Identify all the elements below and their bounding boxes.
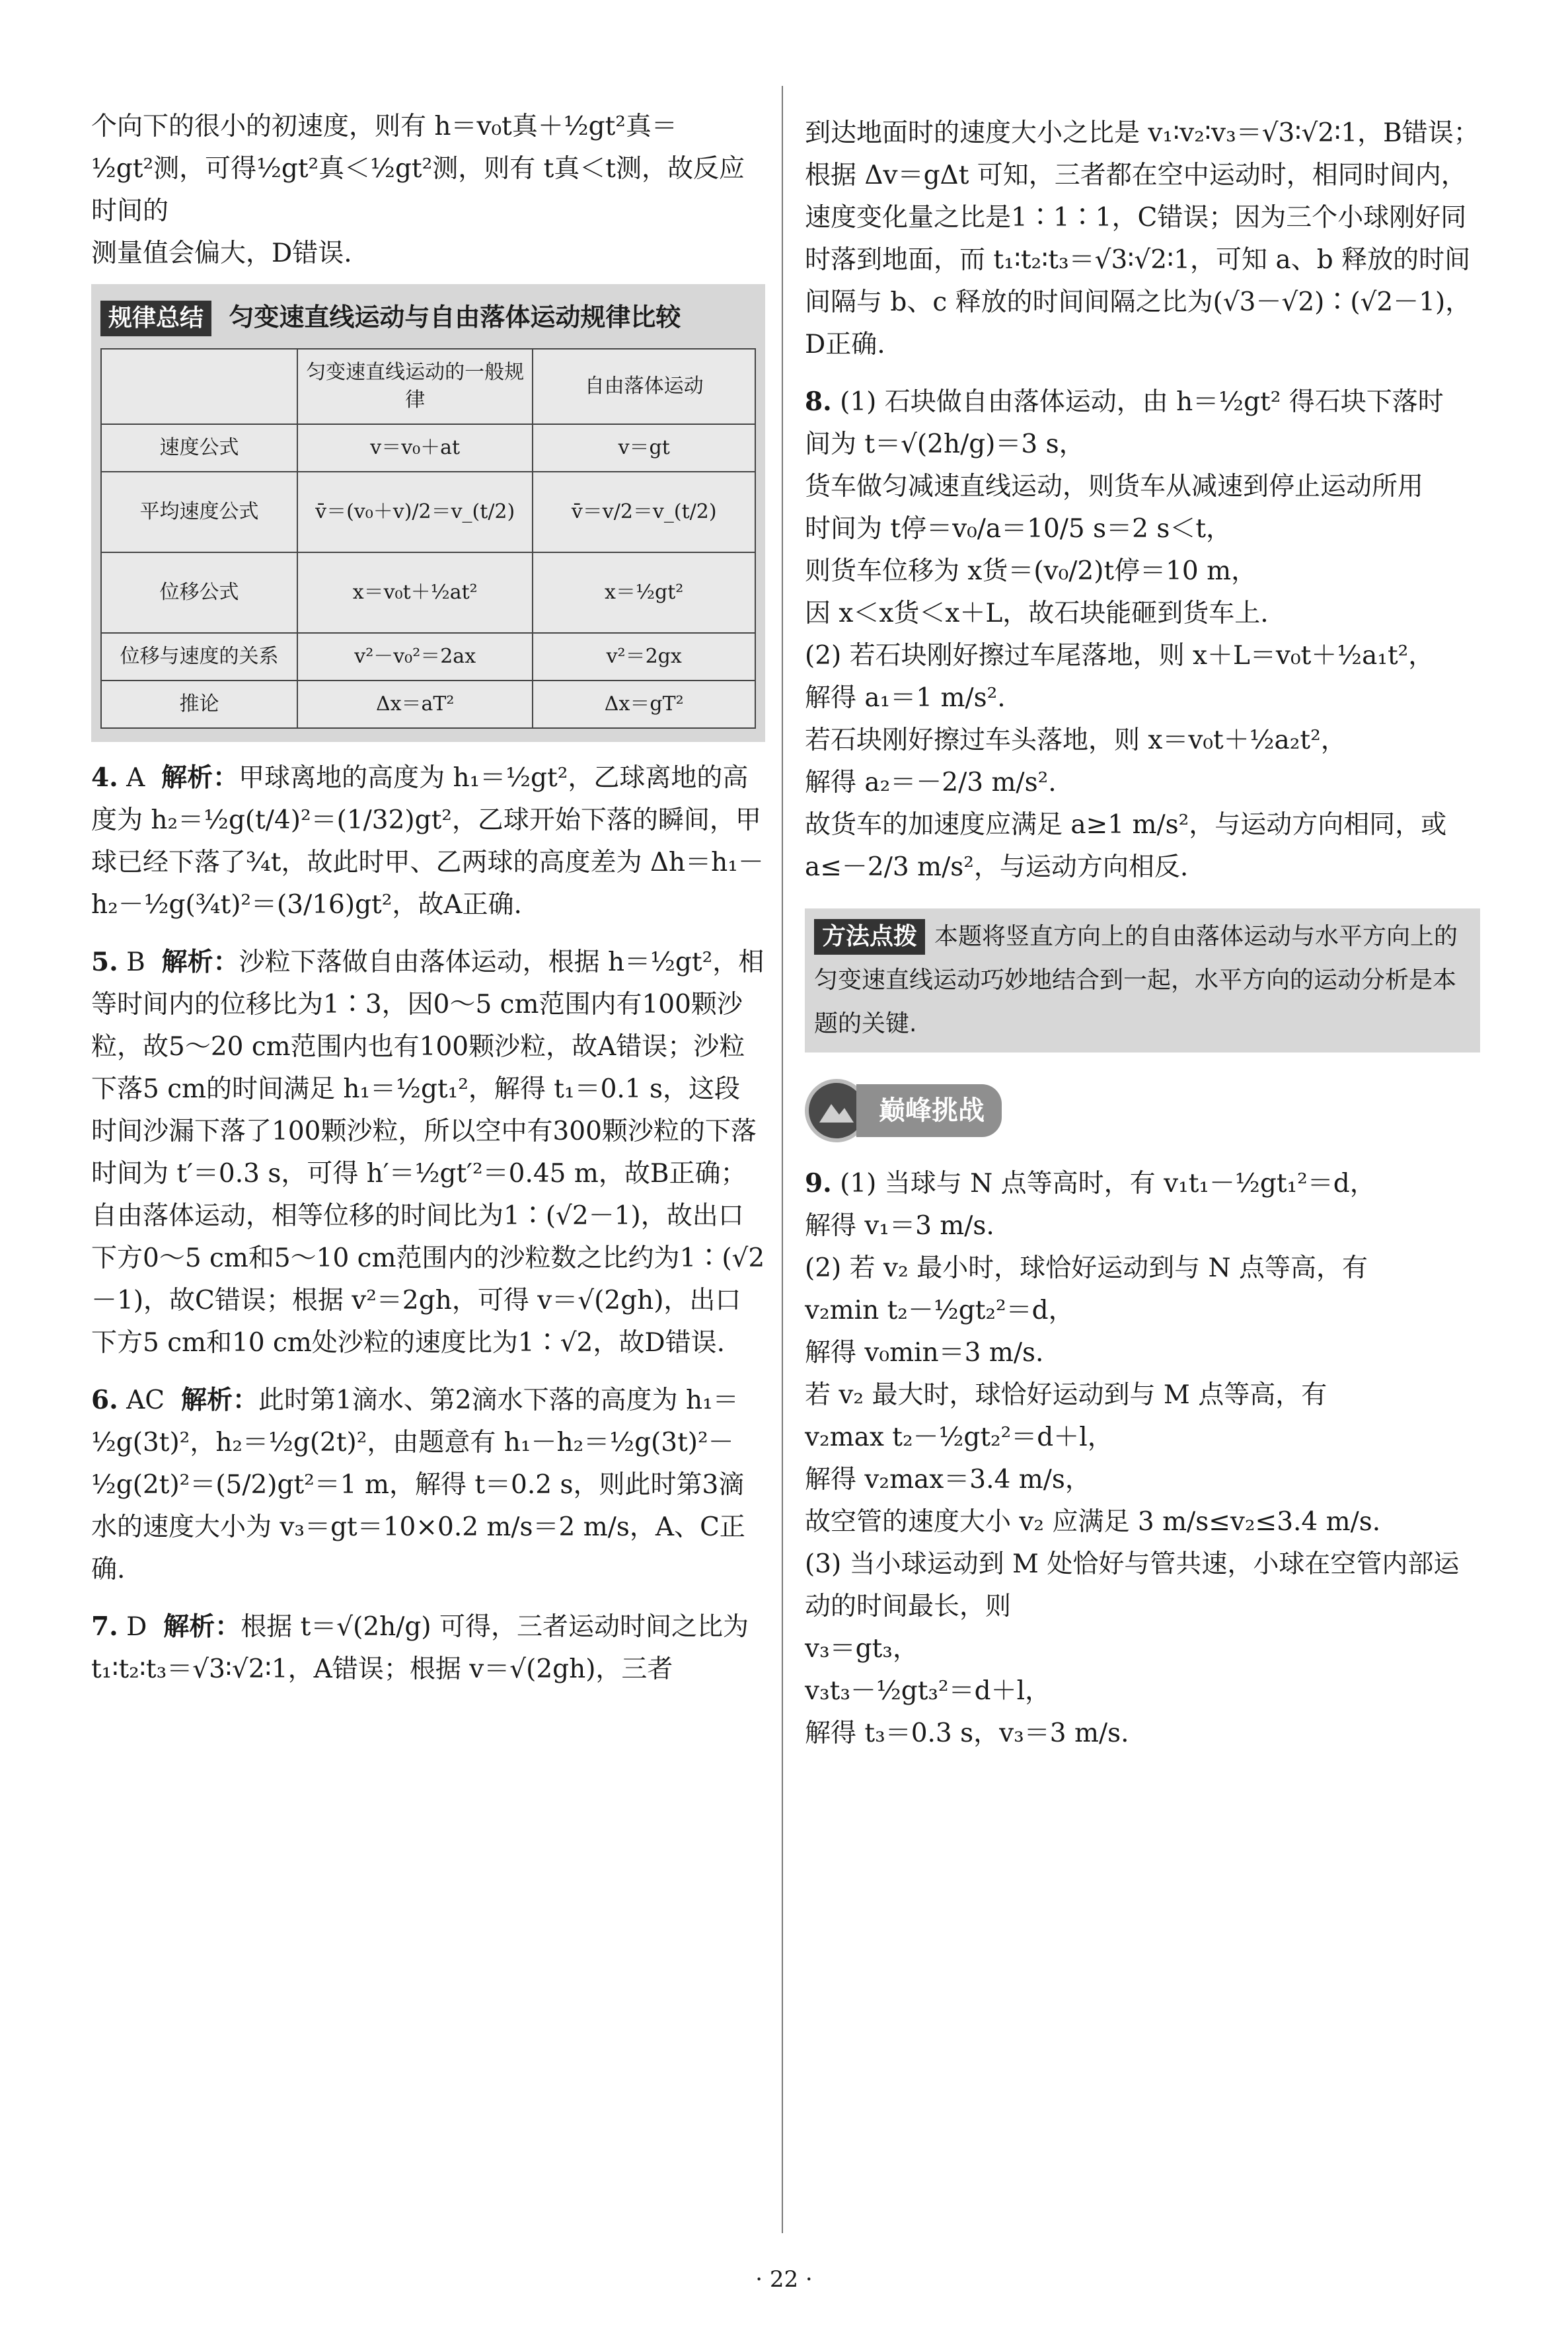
q7-number: 7.: [91, 1611, 118, 1642]
intro-line-1: 个向下的很小的初速度，则有 h＝v₀t真＋½gt²真＝: [91, 112, 677, 141]
q7-continued: 到达地面时的速度大小之比是 v₁∶v₂∶v₃＝√3∶√2∶1，B错误；根据 Δv＝gΔt 可知，三者都在空中运动时，相同时间内，速度变化量之比是1∶1∶1，C错误；因为三个小球刚好同时落到地面，而 t₁∶t₂∶t₃＝√3∶√2∶1，可知 a、b 释放的时间间隔与 b、c 释放的时间间隔之比为(√3－√2)∶(√2－1)，D正确.: [805, 118, 1479, 359]
summary-title: 匀变速直线运动与自由落体运动规律比较: [229, 303, 681, 332]
table-cell: v＝gt: [533, 424, 755, 472]
table-cell: 平均速度公式: [101, 472, 297, 552]
method-note: [805, 908, 1480, 1052]
table-row: [101, 472, 755, 552]
table-cell: Δx＝gT²: [533, 681, 755, 728]
intro-line-2: ½gt²测，可得½gt²真＜½gt²测，则有 t真＜t测，故反应时间的: [91, 154, 745, 226]
left-column: [91, 106, 765, 1691]
q8-line: (2) 若石块刚好擦过车尾落地，则 x＋L＝v₀t＋½a₁t²，: [805, 641, 1435, 671]
table-cell: x＝½gt²: [533, 552, 755, 633]
table-cell: v²－v₀²＝2ax: [297, 633, 533, 681]
summary-tag: 规律总结: [100, 301, 211, 336]
table-header-cell: 匀变速直线运动的一般规律: [297, 349, 533, 424]
table-cell: 位移公式: [101, 552, 297, 633]
q8-line: 因 x＜x货＜x＋L，故石块能砸到货车上.: [805, 599, 1269, 628]
column-divider: [782, 86, 783, 2233]
q8-line: 则货车位移为 x货＝(v₀/2)t停＝10 m，: [805, 556, 1257, 586]
table-cell: v²＝2gx: [533, 633, 755, 681]
q6-answer: AC: [126, 1385, 165, 1415]
q5-answer: B: [126, 947, 145, 977]
table-header-cell: 自由落体运动: [533, 349, 755, 424]
q8-line: 解得 a₂＝－2/3 m/s².: [805, 768, 1057, 797]
q8-line: 故货车的加速度应满足 a≥1 m/s²，与运动方向相同，或: [805, 810, 1447, 840]
q8-line: 解得 a₁＝1 m/s².: [805, 683, 1006, 713]
question-6: [91, 1379, 765, 1591]
q8-line: 货车做匀减速直线运动，则货车从减速到停止运动所用: [805, 472, 1424, 501]
right-column: [805, 112, 1480, 1755]
q9-line: (3) 当小球运动到 M 处恰好与管共速，小球在空管内部运动的时间最长，则: [805, 1549, 1460, 1621]
q8-line: 间为 t＝√(2h/g)＝3 s，: [805, 429, 1085, 459]
table-cell: 推论: [101, 681, 297, 728]
intro-line-3: 测量值会偏大，D错误.: [91, 239, 352, 268]
q8-line: a≤－2/3 m/s²，与运动方向相反.: [805, 852, 1189, 882]
q9-line: v₂min t₂－½gt₂²＝d，: [805, 1296, 1074, 1325]
table-cell: 速度公式: [101, 424, 297, 472]
table-header-cell: [101, 349, 297, 424]
table-cell: v＝v₀＋at: [297, 424, 533, 472]
peak-challenge-label: 巅峰挑战: [856, 1084, 1002, 1137]
table-row: [101, 552, 755, 633]
q5-label: 解析：: [161, 947, 239, 977]
q5-number: 5.: [91, 947, 118, 977]
q9-line: 故空管的速度大小 v₂ 应满足 3 m/s≤v₂≤3.4 m/s.: [805, 1507, 1381, 1537]
q4-answer: A: [126, 763, 145, 793]
q6-text: 此时第1滴水、第2滴水下落的高度为 h₁＝½g(3t)²，h₂＝½g(2t)²，由题意有 h₁－h₂＝½g(3t)²－½g(2t)²＝(5/2)gt²＝1 m，解得 t＝0.2 s，则此时第3滴水的速度大小为 v₃＝gt＝10×0.2 m/s＝2 m/s，A、C正确.: [91, 1385, 745, 1584]
table-cell: v̄＝(v₀＋v)/2＝v_(t/2): [297, 472, 533, 552]
q5-text: 沙粒下落做自由落体运动，根据 h＝½gt²，相等时间内的位移比为1∶3，因0～5 cm范围内有100颗沙粒，故5～20 cm范围内也有100颗沙粒，故A错误；沙粒下落5 cm的时间满足 h₁＝½gt₁²，解得 t₁＝0.1 s，这段时间沙漏下落了100颗沙粒，所以空中有300颗沙粒的下落时间为 t′＝0.3 s，可得 h′＝½gt′²＝0.45 m，故B正确；自由落体运动，相等位移的时间比为1∶(√2－1)，故出口下方0～5 cm和5～10 cm范围内的沙粒数之比约为1∶(√2－1)，故C错误；根据 v²＝2gh，可得 v＝√(2gh)，出口下方5 cm和10 cm处沙粒的速度比为1∶√2，故D错误.: [91, 947, 765, 1358]
mountain-icon-svg: [818, 1097, 855, 1124]
comparison-table: [100, 348, 756, 729]
q9-line: 若 v₂ 最大时，球恰好运动到与 M 点等高，有: [805, 1380, 1327, 1410]
q9-line: (2) 若 v₂ 最小时，球恰好运动到与 N 点等高，有: [805, 1253, 1368, 1283]
q9-line: 解得 v₂max＝3.4 m/s，: [805, 1465, 1091, 1495]
q6-number: 6.: [91, 1385, 118, 1415]
table-cell: v̄＝v/2＝v_(t/2): [533, 472, 755, 552]
q9-line: v₃t₃－½gt₃²＝d＋l，: [805, 1676, 1051, 1706]
table-row: [101, 633, 755, 681]
q9-line: 解得 v₀min＝3 m/s.: [805, 1338, 1044, 1368]
summary-panel: [91, 284, 765, 742]
q9-line: 解得 v₁＝3 m/s.: [805, 1211, 994, 1241]
method-text: 本题将竖直方向上的自由落体运动与水平方向上的匀变速直线运动巧妙地结合到一起，水平方向的运动分析是本题的关键.: [814, 923, 1458, 1037]
q8-number: 8.: [805, 387, 832, 417]
q8-text: (1) 石块做自由落体运动，由 h＝½gt² 得石块下落时: [840, 387, 1444, 417]
method-tag: 方法点拨: [814, 919, 925, 955]
q9-line: v₃＝gt₃，: [805, 1634, 918, 1664]
table-header-row: [101, 349, 755, 424]
peak-challenge-header: [805, 1079, 1480, 1142]
q7-answer: D: [126, 1612, 147, 1642]
table-cell: x＝v₀t＋½at²: [297, 552, 533, 633]
table-row: [101, 681, 755, 728]
page-number: · 22 ·: [755, 2266, 813, 2293]
q9-text: (1) 当球与 N 点等高时，有 v₁t₁－½gt₁²＝d，: [840, 1169, 1376, 1199]
q9-line: 解得 t₃＝0.3 s，v₃＝3 m/s.: [805, 1718, 1129, 1748]
q7-text: 根据 t＝√(2h/g) 可得，三者运动时间之比为 t₁∶t₂∶t₃＝√3∶√2∶1，A错误；根据 v＝√(2gh)，三者: [91, 1612, 749, 1684]
q6-label: 解析：: [180, 1385, 258, 1415]
q9-line: v₂max t₂－½gt₂²＝d＋l，: [805, 1422, 1113, 1452]
q4-label: 解析：: [161, 763, 239, 793]
q8-line: 时间为 t停＝v₀/a＝10/5 s＝2 s＜t，: [805, 514, 1232, 544]
q9-number: 9.: [805, 1168, 832, 1199]
question-4: [91, 757, 765, 926]
question-7: [91, 1605, 765, 1691]
table-cell: Δx＝aT²: [297, 681, 533, 728]
q4-number: 4.: [91, 762, 118, 793]
table-cell: 位移与速度的关系: [101, 633, 297, 681]
table-row: [101, 424, 755, 472]
q8-line-0: [805, 381, 1480, 424]
q7-label: 解析：: [163, 1612, 241, 1642]
q8-line: 若石块刚好擦过车头落地，则 x＝v₀t＋½a₂t²，: [805, 725, 1347, 755]
q4-text: 甲球离地的高度为 h₁＝½gt²，乙球离地的高度为 h₂＝½g(t/4)²＝(1/32)gt²，乙球开始下落的瞬间，甲球已经下落了¾t，故此时甲、乙两球的高度差为 Δh＝h₁－h₂－½g(¾t)²＝(3/16)gt²，故A正确.: [91, 763, 764, 920]
q9-line-0: [805, 1162, 1480, 1205]
question-5: [91, 941, 765, 1364]
